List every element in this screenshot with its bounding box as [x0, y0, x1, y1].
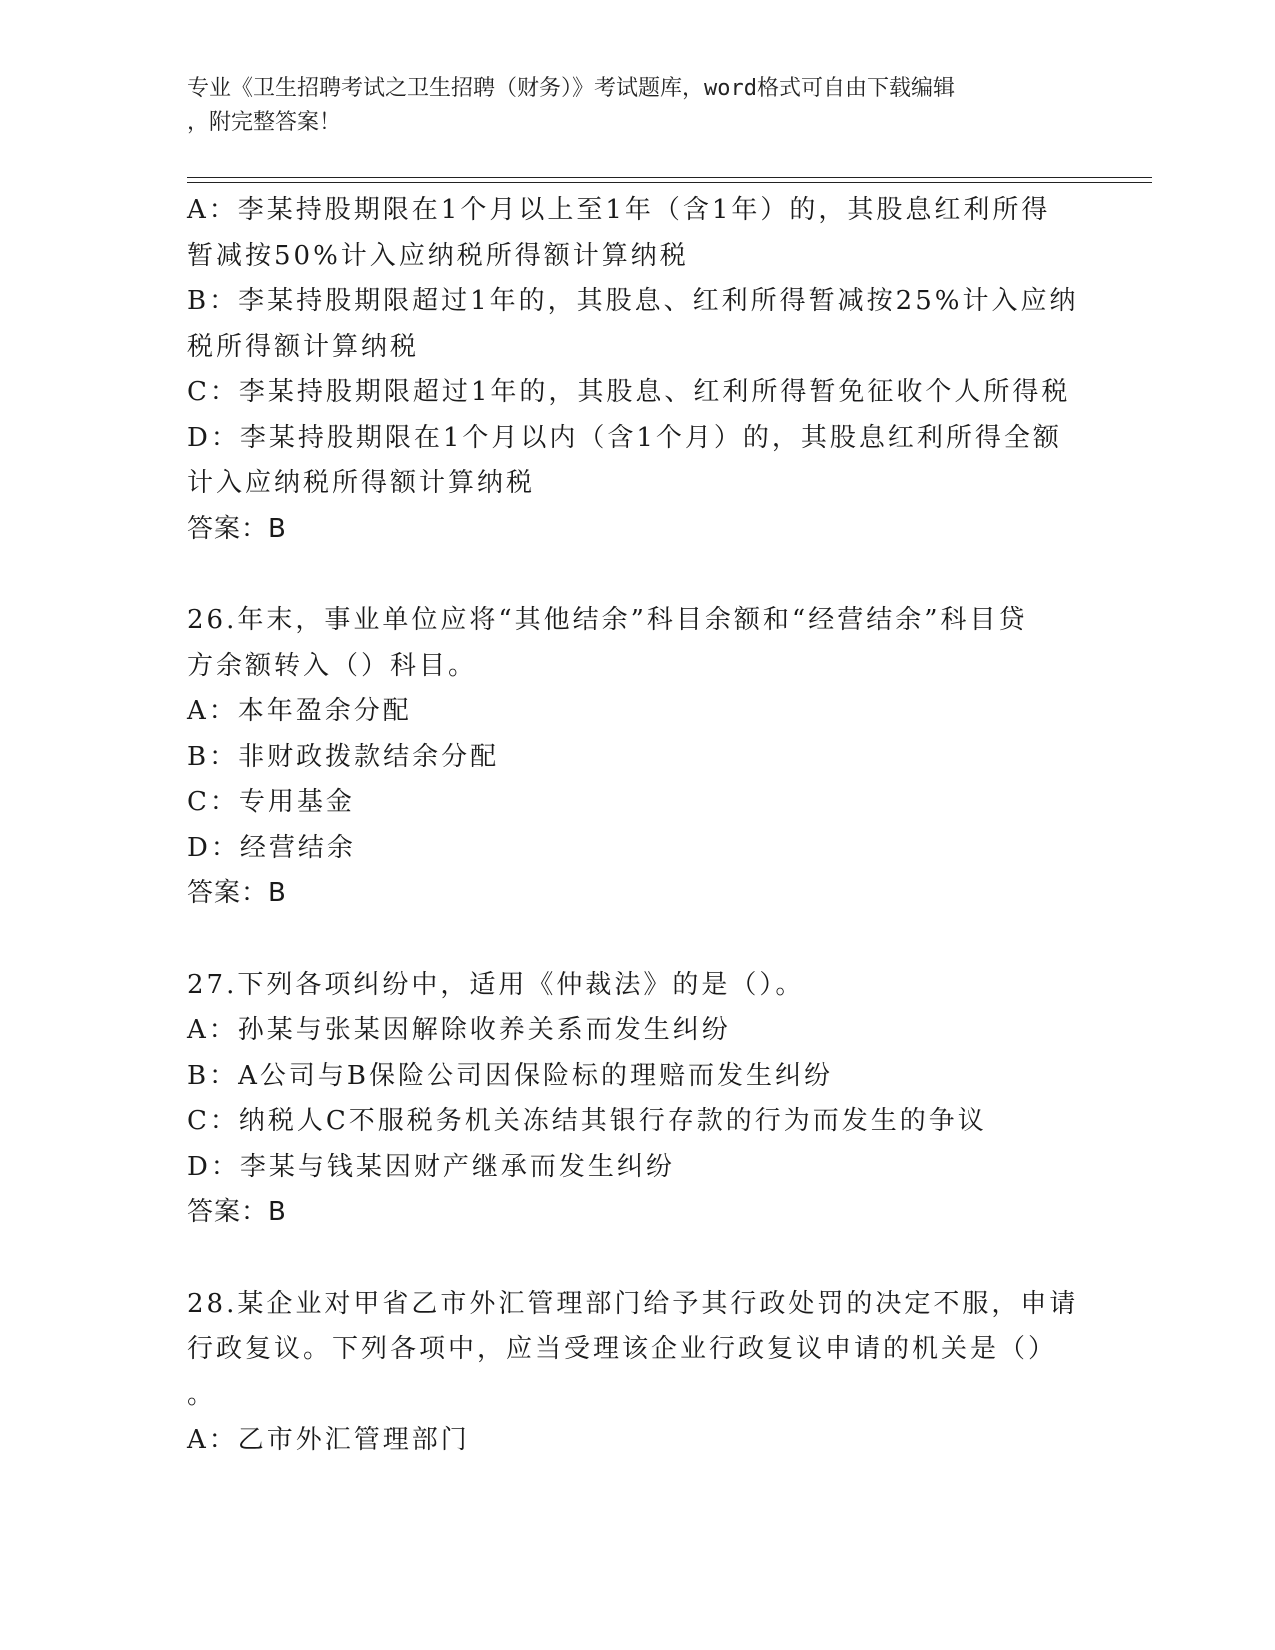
option-c: C：纳税人C不服税务机关冻结其银行存款的行为而发生的争议 [187, 1106, 987, 1136]
question-text-line-2: 行政复议。下列各项中，应当受理该企业行政复议申请的机关是（） [187, 1334, 1058, 1364]
question-text-line-3: 。 [187, 1379, 217, 1410]
question-text: 27.下列各项纠纷中，适用《仲裁法》的是（）。 [187, 969, 805, 1000]
question-text-line-1: 26.年末，事业单位应将“其他结余”科目余额和“经营结余”科目贷 [187, 605, 1028, 635]
question-28 [187, 1282, 1087, 1464]
header-line-2: ，附完整答案！ [187, 110, 342, 135]
answer: 答案：B [187, 513, 287, 544]
option-a: A：孙某与张某因解除收养关系而发生纠纷 [187, 1015, 731, 1045]
question-27 [187, 963, 1087, 1236]
answer: 答案：B [187, 878, 287, 908]
document-header [187, 72, 1077, 140]
answer: 答案：B [187, 1197, 287, 1227]
document-body [187, 188, 1087, 1464]
header-divider-top [187, 177, 1152, 178]
question-25 [187, 188, 1087, 552]
question-text-line-2: 方余额转入（）科目。 [187, 650, 478, 681]
option-b-line-1: B：李某持股期限超过1年的，其股息、红利所得暂减按25%计入应纳 [187, 286, 1079, 316]
option-a: A：乙市外汇管理部门 [187, 1425, 470, 1455]
question-26 [187, 598, 1087, 917]
header-divider-bottom [187, 182, 1152, 183]
option-a-line-2: 暂减按50%计入应纳税所得额计算纳税 [187, 240, 689, 271]
option-d-line-2: 计入应纳税所得额计算纳税 [187, 468, 536, 498]
option-d: D：李某与钱某因财产继承而发生纠纷 [187, 1151, 675, 1182]
option-c: C：专用基金 [187, 787, 355, 817]
header-line-1: 专业《卫生招聘考试之卫生招聘（财务）》考试题库，word格式可自由下载编辑 [187, 76, 955, 101]
option-b: B：A公司与B保险公司因保险标的理赔而发生纠纷 [187, 1060, 833, 1091]
option-d: D：经营结余 [187, 832, 356, 863]
question-text-line-1: 28.某企业对甲省乙市外汇管理部门给予其行政处罚的决定不服，申请 [187, 1288, 1079, 1319]
option-b: B：非财政拨款结余分配 [187, 741, 500, 772]
option-a: A：本年盈余分配 [187, 696, 412, 726]
option-a-line-1: A：李某持股期限在1个月以上至1年（含1年）的，其股息红利所得 [187, 195, 1051, 225]
option-b-line-2: 税所得额计算纳税 [187, 331, 420, 362]
option-c: C：李某持股期限超过1年的，其股息、红利所得暂免征收个人所得税 [187, 377, 1071, 407]
option-d-line-1: D：李某持股期限在1个月以内（含1个月）的，其股息红利所得全额 [187, 422, 1062, 453]
